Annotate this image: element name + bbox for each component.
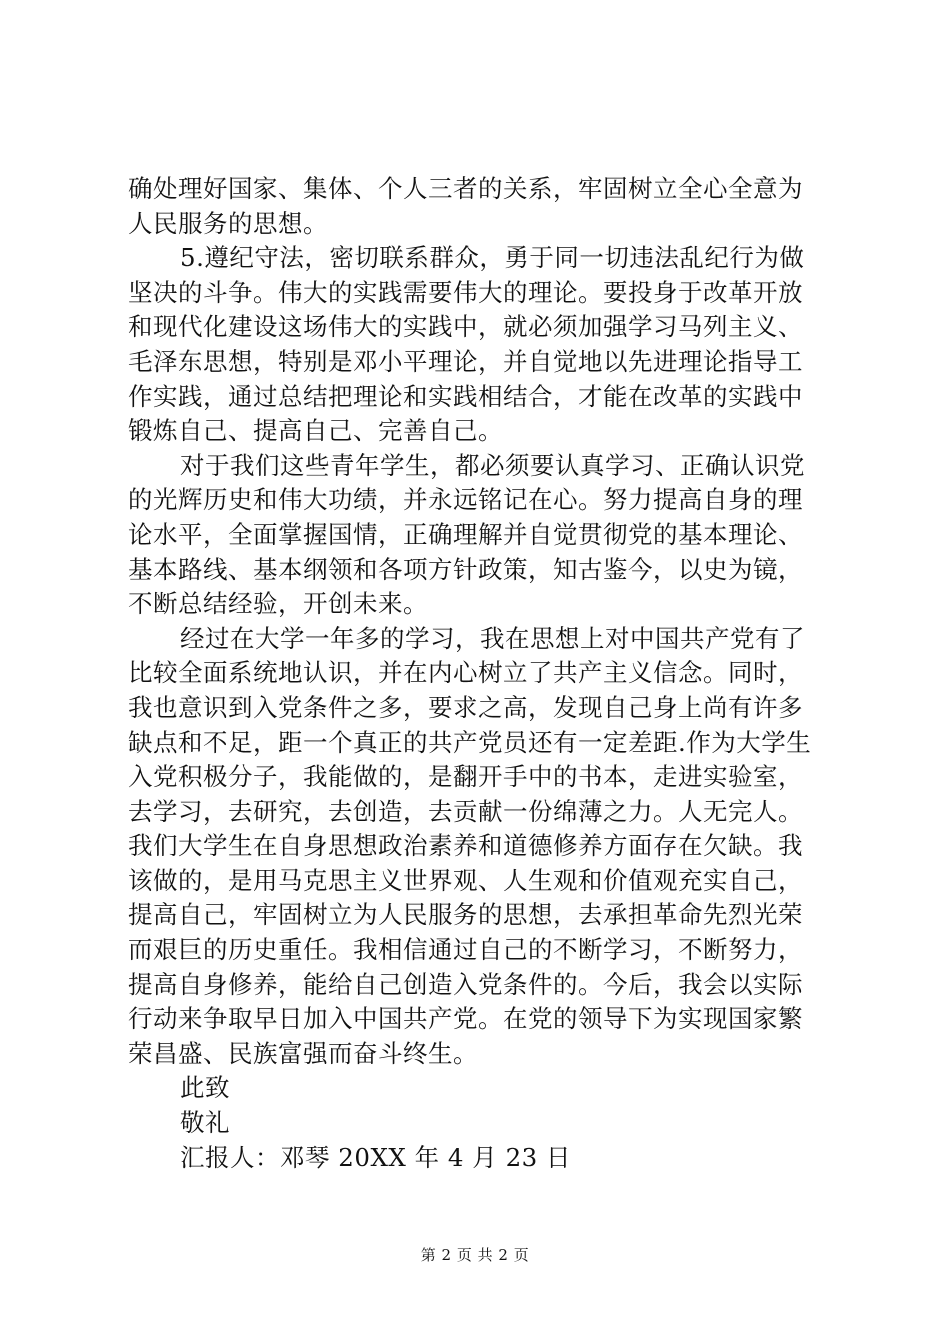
text-line: 荣昌盛、民族富强而奋斗终生。	[128, 1038, 478, 1068]
text-line: 我也意识到入党条件之多，要求之高，发现自己身上尚有许多	[128, 692, 803, 722]
text-line: 入党积极分子，我能做的，是翻开手中的书本，走进实验室，	[128, 762, 803, 792]
closing-regards: 敬礼	[180, 1108, 230, 1138]
text-line: 和现代化建设这场伟大的实践中，就必须加强学习马列主义、	[128, 312, 803, 342]
signature-line: 汇报人：邓琴 20XX 年 4 月 23 日	[180, 1142, 572, 1172]
text-line: 而艰巨的历史重任。我相信通过自己的不断学习，不断努力，	[128, 935, 803, 965]
page-number-footer: 第 2 页 共 2 页	[420, 1246, 530, 1264]
text-line: 提高自身修养，能给自己创造入党条件的。今后，我会以实际	[128, 969, 803, 999]
text-line: 对于我们这些青年学生，都必须要认真学习、正确认识党	[180, 450, 805, 480]
text-line: 论水平，全面掌握国情，正确理解并自觉贯彻党的基本理论、	[128, 519, 803, 549]
document-body	[128, 172, 828, 1175]
text-line: 我们大学生在自身思想政治素养和道德修养方面存在欠缺。我	[128, 831, 803, 861]
text-line: 作实践，通过总结把理论和实践相结合，才能在改革的实践中	[128, 381, 803, 411]
text-line: 确处理好国家、集体、个人三者的关系，牢固树立全心全意为	[128, 174, 803, 203]
text-line: 锻炼自己、提高自己、完善自己。	[128, 416, 503, 446]
text-line: 经过在大学一年多的学习，我在思想上对中国共产党有了	[180, 623, 805, 653]
text-line: 坚决的斗争。伟大的实践需要伟大的理论。要投身于改革开放	[128, 277, 803, 307]
text-line: 提高自己，牢固树立为人民服务的思想，去承担革命先烈光荣	[128, 900, 803, 930]
text-line: 不断总结经验，开创未来。	[128, 589, 428, 619]
text-line: 的光辉历史和伟大功绩，并永远铭记在心。努力提高自身的理	[128, 485, 803, 515]
text-line: 基本路线、基本纲领和各项方针政策，知古鉴今，以史为镜，	[128, 554, 803, 584]
text-line: 人民服务的思想。	[128, 208, 328, 238]
text-line: 5.遵纪守法，密切联系群众，勇于同一切违法乱纪行为做	[180, 243, 805, 273]
text-line: 行动来争取早日加入中国共产党。在党的领导下为实现国家繁	[128, 1004, 803, 1034]
text-line: 毛泽东思想，特别是邓小平理论，并自觉地以先进理论指导工	[128, 346, 803, 376]
text-line: 比较全面系统地认识，并在内心树立了共产主义信念。同时，	[128, 658, 803, 688]
text-line: 缺点和不足，距一个真正的共产党员还有一定差距.作为大学生	[128, 727, 812, 757]
text-line: 该做的，是用马克思主义世界观、人生观和价值观充实自己，	[128, 865, 803, 895]
closing-salutation: 此致	[180, 1073, 230, 1103]
text-line: 去学习，去研究，去创造，去贡献一份绵薄之力。人无完人。	[128, 796, 803, 826]
